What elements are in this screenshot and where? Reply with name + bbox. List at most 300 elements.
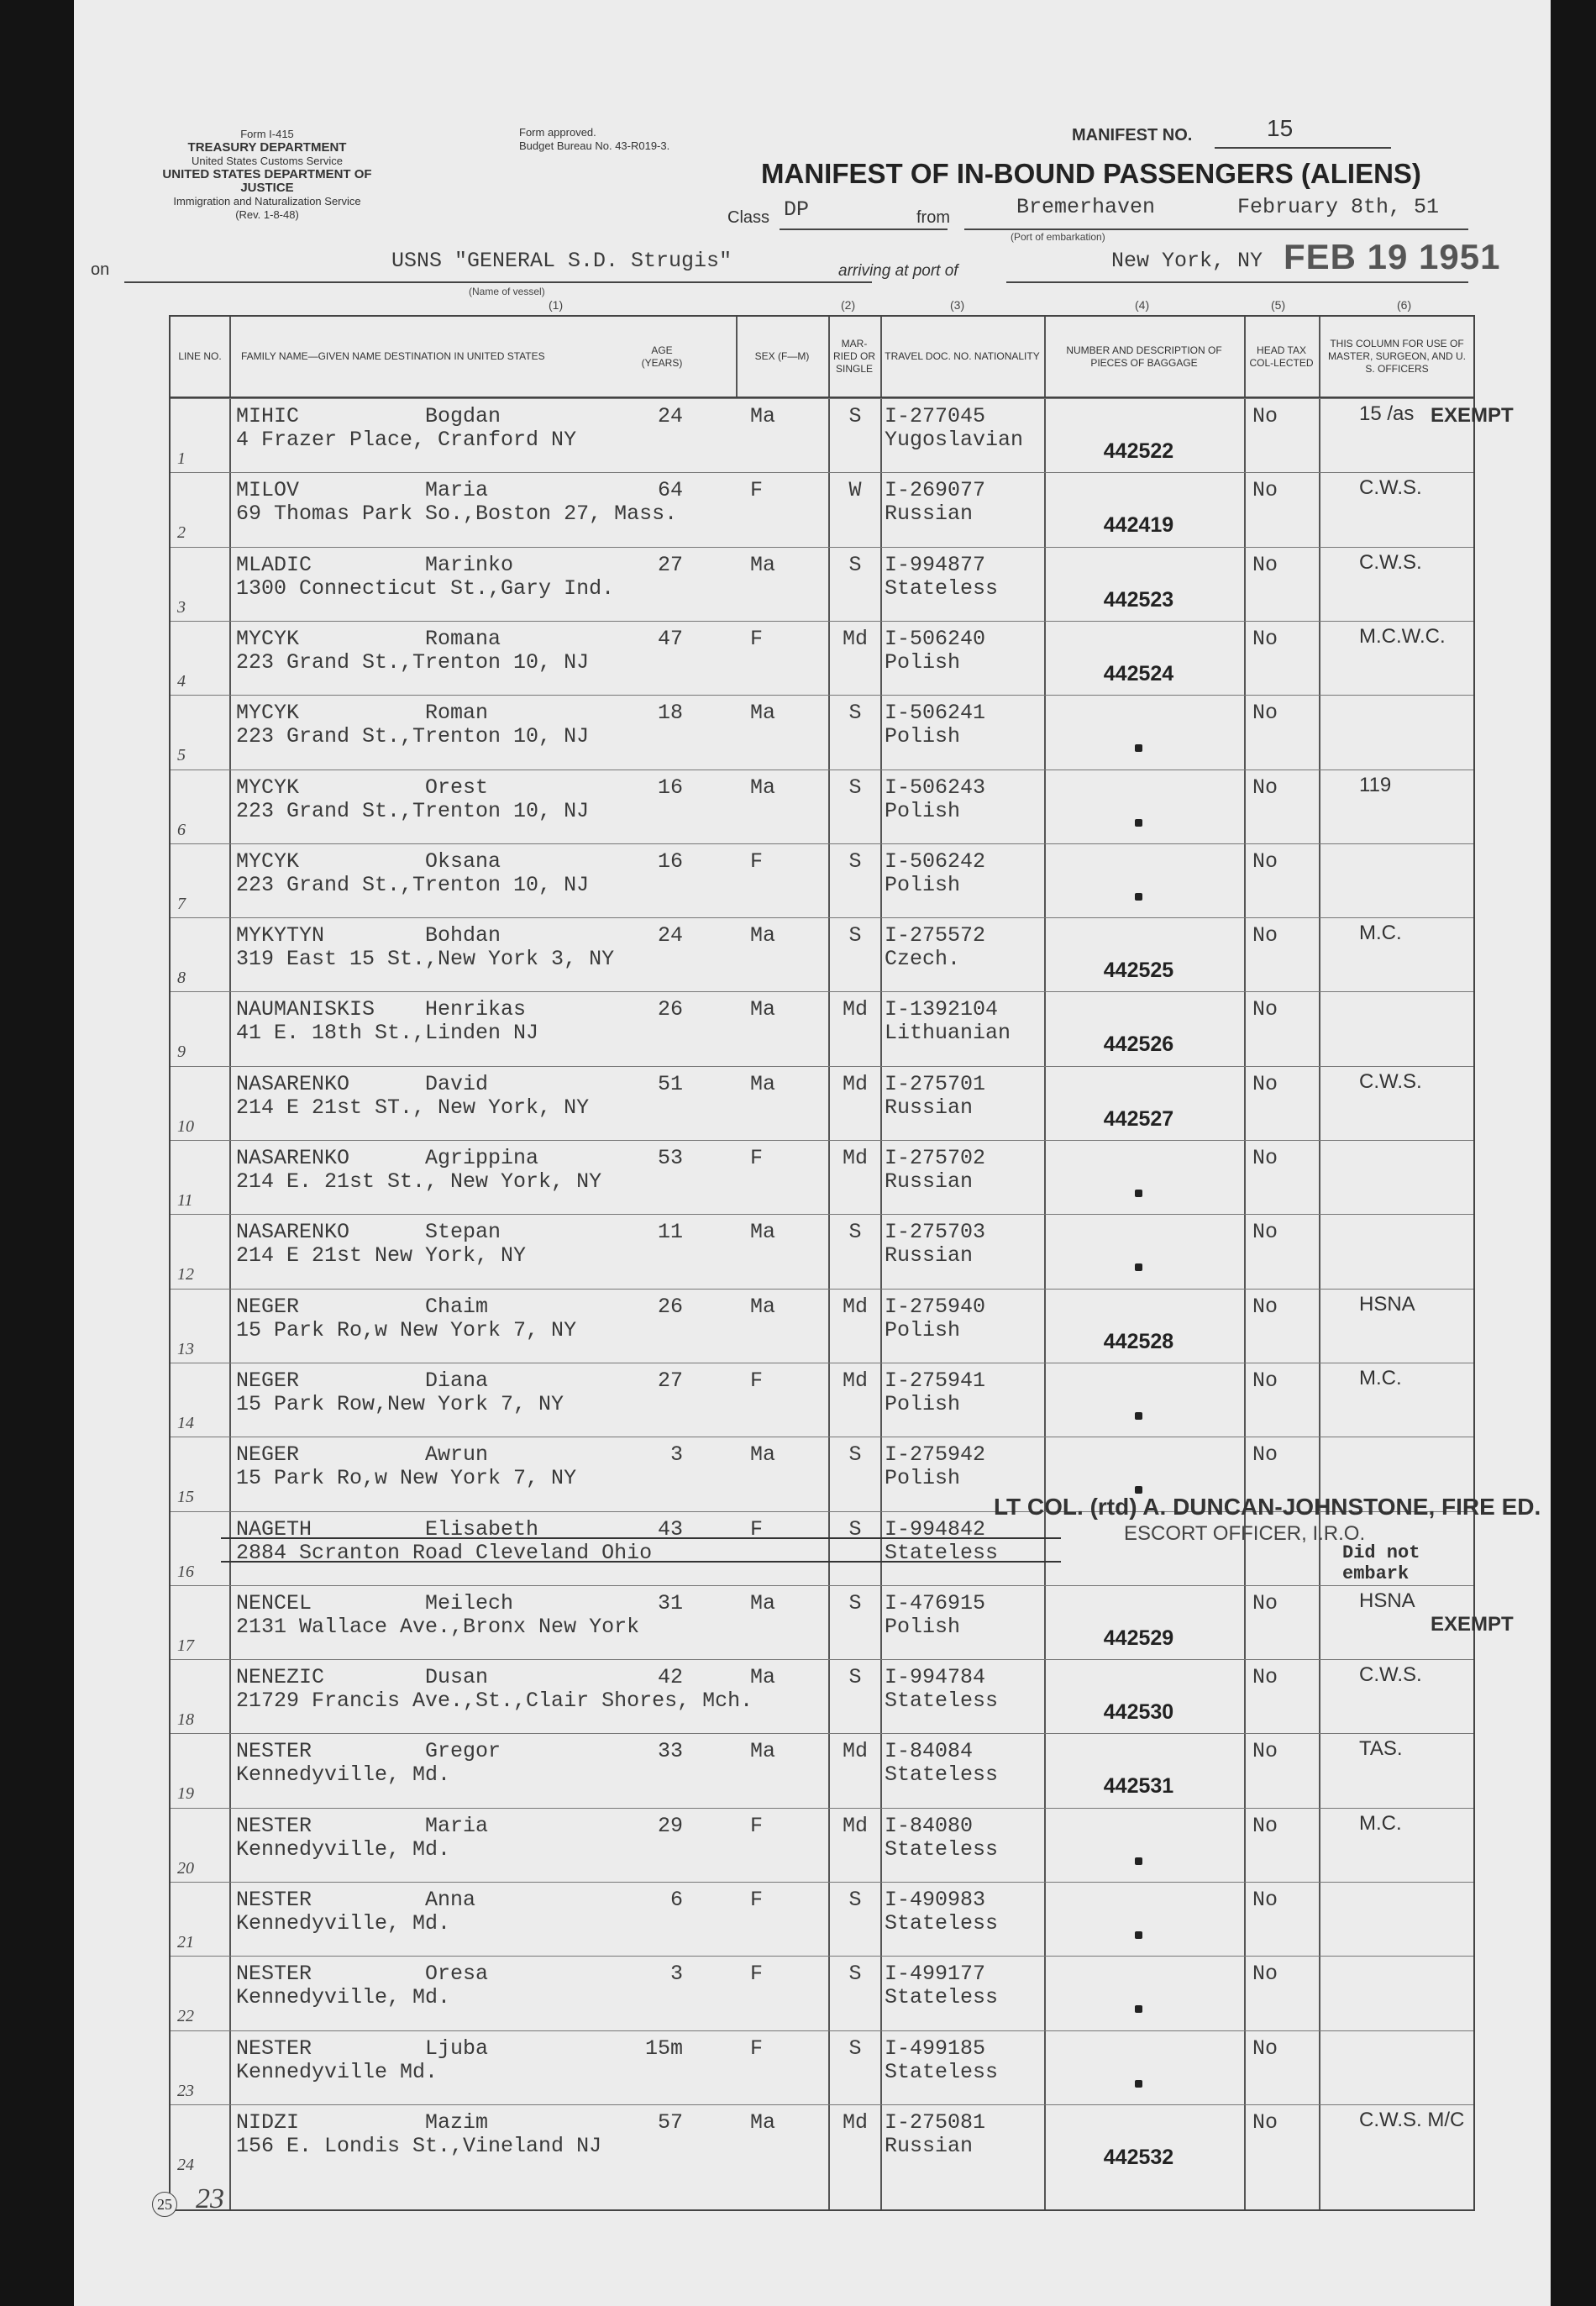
destination: 214 E 21st New York, NY xyxy=(236,1243,527,1269)
travel-doc-number: I-994784 xyxy=(885,1665,986,1690)
head-tax-collected: No xyxy=(1252,1368,1278,1393)
table-row xyxy=(171,472,1473,547)
head-tax-collected: No xyxy=(1252,1962,1278,1987)
sex-value: Ma xyxy=(750,404,776,428)
given-name: Gregor xyxy=(425,1739,501,1764)
sex-value: Ma xyxy=(750,1294,776,1319)
from-value: Bremerhaven xyxy=(1016,195,1156,219)
sex-value: F xyxy=(750,478,764,503)
officer-remark: M.C. xyxy=(1359,922,1402,945)
marital-status: S xyxy=(848,1442,862,1468)
marital-status: S xyxy=(848,2035,862,2061)
line-number: 10 xyxy=(177,1116,194,1136)
sex-value: F xyxy=(750,1888,764,1912)
given-name: Anna xyxy=(425,1888,476,1912)
sex-value: F xyxy=(750,848,764,874)
given-name: Oresa xyxy=(425,1962,489,1987)
destination: 21729 Francis Ave.,St.,Clair Shores, Mch. xyxy=(236,1689,753,1714)
destination: 156 E. Londis St.,Vineland NJ xyxy=(236,2133,602,2158)
class-underline xyxy=(780,228,948,230)
col-header-officers: THIS COLUMN FOR USE OF MASTER, SURGEON, AND U. S. OFFICERS xyxy=(1327,338,1467,375)
sex-value: Ma xyxy=(750,1442,776,1468)
manifest-no-label: MANIFEST NO. xyxy=(1072,126,1193,144)
sex-value: Ma xyxy=(750,997,776,1022)
destination: 223 Grand St.,Trenton 10, NJ xyxy=(236,872,590,897)
exempt-stamp: EXEMPT xyxy=(1431,1612,1514,1636)
sex-value: F xyxy=(750,1962,764,1987)
nationality: Polish xyxy=(885,649,961,675)
table-row xyxy=(171,1214,1473,1289)
family-name: NENCEL xyxy=(236,1590,312,1615)
sex-value: F xyxy=(750,2035,764,2061)
officer-remark: M.C.W.C. xyxy=(1359,624,1446,648)
exempt-stamp: EXEMPT xyxy=(1431,404,1514,427)
family-name: NASARENKO xyxy=(236,1071,350,1096)
marital-status: S xyxy=(848,1888,862,1912)
travel-doc-number: I-277045 xyxy=(885,404,986,428)
nationality: Russian xyxy=(885,502,974,527)
table-row xyxy=(171,917,1473,992)
table-row xyxy=(171,1289,1473,1363)
table-row xyxy=(171,843,1473,918)
baggage-number: 442526 xyxy=(1103,1032,1174,1057)
travel-doc-number: I-269077 xyxy=(885,478,986,503)
officer-remark: 15 /as xyxy=(1359,402,1415,425)
travel-doc-number: I-506240 xyxy=(885,626,986,651)
sex-value: Ma xyxy=(750,923,776,948)
table-row xyxy=(171,1882,1473,1957)
class-value: DP xyxy=(784,197,810,222)
table-row xyxy=(171,991,1473,1066)
nationality: Polish xyxy=(885,1317,961,1342)
sex-value: Ma xyxy=(750,1071,776,1096)
family-name: NESTER xyxy=(236,2035,312,2061)
nationality: Czech. xyxy=(885,947,961,972)
baggage-dot-mark xyxy=(1135,893,1142,901)
destination: 15 Park Ro,w New York 7, NY xyxy=(236,1317,577,1342)
destination: 214 E 21st ST., New York, NY xyxy=(236,1095,590,1120)
nationality: Stateless xyxy=(885,1762,999,1788)
head-tax-collected: No xyxy=(1252,404,1278,428)
line-number: 12 xyxy=(177,1265,194,1284)
col-number-2: (2) xyxy=(841,298,856,312)
baggage-number: 442419 xyxy=(1103,513,1174,538)
sex-value: F xyxy=(750,1813,764,1838)
age-value: 57 xyxy=(657,2109,683,2135)
nationality: Russian xyxy=(885,1169,974,1194)
travel-doc-number: I-275572 xyxy=(885,923,986,948)
officer-remark: C.W.S. xyxy=(1359,1069,1422,1093)
table-row xyxy=(171,1363,1473,1437)
marital-status: S xyxy=(848,775,862,800)
head-tax-collected: No xyxy=(1252,1071,1278,1096)
officer-remark: 119 xyxy=(1359,773,1392,796)
head-tax-collected: No xyxy=(1252,1888,1278,1912)
line-number: 3 xyxy=(177,597,186,617)
vessel-underline xyxy=(124,281,872,283)
given-name: Diana xyxy=(425,1368,489,1393)
marital-status: S xyxy=(848,923,862,948)
sex-value: F xyxy=(750,1516,764,1542)
head-tax-collected: No xyxy=(1252,552,1278,577)
passenger-table xyxy=(157,298,1514,2214)
age-value: 26 xyxy=(657,997,683,1022)
travel-doc-number: I-506241 xyxy=(885,701,986,726)
given-name: Dusan xyxy=(425,1665,489,1690)
given-name: Bogdan xyxy=(425,404,501,428)
table-row xyxy=(171,1808,1473,1883)
family-name: MLADIC xyxy=(236,552,312,577)
officer-remark: M.C. xyxy=(1359,1366,1402,1389)
officer-remark: HSNA xyxy=(1359,1292,1415,1316)
family-name: MYKYTYN xyxy=(236,923,325,948)
marital-status: Md xyxy=(842,1071,868,1096)
family-name: MIHIC xyxy=(236,404,300,428)
nationality: Stateless xyxy=(885,2059,999,2084)
destination: 2131 Wallace Ave.,Bronx New York xyxy=(236,1614,640,1639)
destination: Kennedyville, Md. xyxy=(236,1836,451,1862)
marital-status: Md xyxy=(842,1813,868,1838)
family-name: NESTER xyxy=(236,1962,312,1987)
sex-value: Ma xyxy=(750,701,776,726)
nationality: Polish xyxy=(885,1391,961,1416)
line-25-number: 25 xyxy=(152,2192,177,2217)
manifest-sheet xyxy=(74,0,1551,2306)
destination: 41 E. 18th St.,Linden NJ xyxy=(236,1021,539,1046)
family-name: NIDZI xyxy=(236,2109,300,2135)
age-value: 24 xyxy=(657,923,683,948)
age-value: 29 xyxy=(657,1813,683,1838)
marital-status: Md xyxy=(842,1294,868,1319)
family-name: MYCYK xyxy=(236,848,300,874)
col-number-6: (6) xyxy=(1397,298,1412,312)
destination: 223 Grand St.,Trenton 10, NJ xyxy=(236,724,590,749)
nationality: Russian xyxy=(885,1095,974,1120)
marital-status: S xyxy=(848,1516,862,1542)
table-row xyxy=(171,770,1473,844)
baggage-dot-mark xyxy=(1135,1486,1142,1494)
nationality: Russian xyxy=(885,2133,974,2158)
travel-doc-number: I-84080 xyxy=(885,1813,974,1838)
given-name: Mazim xyxy=(425,2109,489,2135)
destination: 15 Park Ro,w New York 7, NY xyxy=(236,1466,577,1491)
date-value: February 8th, 51 xyxy=(1237,195,1440,219)
line-number: 14 xyxy=(177,1413,194,1432)
travel-doc-number: I-275702 xyxy=(885,1146,986,1170)
marital-status: Md xyxy=(842,1146,868,1170)
head-tax-collected: No xyxy=(1252,1294,1278,1319)
arriving-label: arriving at port of xyxy=(838,262,958,280)
manifest-title: MANIFEST OF IN-BOUND PASSENGERS (ALIENS) xyxy=(761,158,1421,189)
given-name: Meilech xyxy=(425,1590,514,1615)
line-number: 5 xyxy=(177,746,186,765)
family-name: NESTER xyxy=(236,1888,312,1912)
head-tax-collected: No xyxy=(1252,848,1278,874)
col-number-1: (1) xyxy=(549,298,564,312)
head-tax-collected: No xyxy=(1252,1220,1278,1245)
travel-doc-number: I-275941 xyxy=(885,1368,986,1393)
age-value: 15m xyxy=(644,2035,683,2061)
travel-doc-number: I-84084 xyxy=(885,1739,974,1764)
marital-status: S xyxy=(848,1220,862,1245)
officer-remark: HSNA xyxy=(1359,1589,1415,1612)
family-name: NASARENKO xyxy=(236,1220,350,1245)
from-underline xyxy=(964,228,1468,230)
table-row xyxy=(171,621,1473,696)
head-tax-collected: No xyxy=(1252,1442,1278,1468)
nationality: Stateless xyxy=(885,1911,999,1936)
baggage-dot-mark xyxy=(1135,2005,1142,2013)
table-row xyxy=(171,1585,1514,1660)
destination: 319 East 15 St.,New York 3, NY xyxy=(236,947,615,972)
manifest-no-value: 15 xyxy=(1267,115,1294,141)
travel-doc-number: I-275940 xyxy=(885,1294,986,1319)
nationality: Lithuanian xyxy=(885,1021,1011,1046)
head-tax-collected: No xyxy=(1252,1813,1278,1838)
escort-stamp-line2: ESCORT OFFICER, I.R.O. xyxy=(1124,1522,1366,1545)
head-tax-collected: No xyxy=(1252,1146,1278,1170)
family-name: NEGER xyxy=(236,1294,300,1319)
given-name: David xyxy=(425,1071,489,1096)
age-value: 42 xyxy=(657,1665,683,1690)
line-number: 16 xyxy=(177,1562,194,1581)
travel-doc-number: I-499185 xyxy=(885,2035,986,2061)
given-name: Romana xyxy=(425,626,501,651)
given-name: Elisabeth xyxy=(425,1516,539,1542)
given-name: Henrikas xyxy=(425,997,527,1022)
baggage-dot-mark xyxy=(1135,1263,1142,1271)
head-tax-collected: No xyxy=(1252,1739,1278,1764)
nationality: Stateless xyxy=(885,1985,999,2010)
from-label: from xyxy=(916,208,950,227)
line-number: 21 xyxy=(177,1933,194,1951)
family-name: NAGETH xyxy=(236,1516,312,1542)
sex-value: Ma xyxy=(750,2109,776,2135)
baggage-number: 442524 xyxy=(1103,661,1174,685)
baggage-dot-mark xyxy=(1135,744,1142,752)
age-value: 16 xyxy=(657,848,683,874)
baggage-number: 442522 xyxy=(1103,439,1174,463)
nationality: Russian xyxy=(885,1243,974,1269)
baggage-number: 442532 xyxy=(1103,2145,1174,2169)
given-name: Orest xyxy=(425,775,489,800)
line-number: 6 xyxy=(177,820,186,839)
manifest-no-underline xyxy=(1215,147,1391,149)
line-number: 9 xyxy=(177,1043,186,1062)
col-number-5: (5) xyxy=(1271,298,1286,312)
family-name: NEGER xyxy=(236,1442,300,1468)
line-number: 1 xyxy=(177,449,186,468)
sex-value: F xyxy=(750,1146,764,1170)
given-name: Maria xyxy=(425,1813,489,1838)
head-tax-collected: No xyxy=(1252,1665,1278,1690)
nationality: Polish xyxy=(885,1466,961,1491)
col-header-sex: SEX (F—M) xyxy=(754,350,810,362)
nationality: Polish xyxy=(885,798,961,823)
line-number: 23 xyxy=(177,2081,194,2100)
marital-status: S xyxy=(848,1590,862,1615)
nationality: Polish xyxy=(885,1614,961,1639)
table-row xyxy=(171,2030,1473,2105)
line-number: 4 xyxy=(177,671,186,691)
officer-remark: M.C. xyxy=(1359,1811,1402,1835)
age-value: 53 xyxy=(657,1146,683,1170)
col-header-married: MAR-RIED OR SINGLE xyxy=(832,338,875,375)
baggage-dot-mark xyxy=(1135,1190,1142,1197)
family-name: NAUMANISKIS xyxy=(236,997,375,1022)
line-number: 11 xyxy=(177,1191,193,1210)
marital-status: Md xyxy=(842,997,868,1022)
family-name: MILOV xyxy=(236,478,300,503)
destination: 223 Grand St.,Trenton 10, NJ xyxy=(236,798,590,823)
destination: 69 Thomas Park So.,Boston 27, Mass. xyxy=(236,502,678,527)
col-header-name: FAMILY NAME—GIVEN NAME DESTINATION IN UNITED STATES xyxy=(241,350,545,362)
travel-doc-number: I-275701 xyxy=(885,1071,986,1096)
age-value: 3 xyxy=(669,1962,683,1987)
baggage-dot-mark xyxy=(1135,1931,1142,1939)
col-number-4: (4) xyxy=(1135,298,1150,312)
family-name: NESTER xyxy=(236,1813,312,1838)
head-tax-collected: No xyxy=(1252,775,1278,800)
officer-remark: C.W.S. xyxy=(1359,550,1422,574)
line-number: 8 xyxy=(177,969,186,988)
nationality: Stateless xyxy=(885,1540,999,1565)
given-name: Agrippina xyxy=(425,1146,539,1170)
travel-doc-number: I-490983 xyxy=(885,1888,986,1912)
marital-status: S xyxy=(848,848,862,874)
given-name: Bohdan xyxy=(425,923,501,948)
strike-through-line xyxy=(221,1561,1061,1563)
given-name: Awrun xyxy=(425,1442,489,1468)
marital-status: S xyxy=(848,1665,862,1690)
treasury-department: TREASURY DEPARTMENT xyxy=(187,140,347,155)
line-number: 20 xyxy=(177,1858,194,1878)
form-agency-block xyxy=(158,128,376,222)
marital-status: Md xyxy=(842,1739,868,1764)
given-name: Chaim xyxy=(425,1294,489,1319)
age-value: 43 xyxy=(657,1516,683,1542)
revision: (Rev. 1-8-48) xyxy=(235,208,299,221)
travel-doc-number: I-275081 xyxy=(885,2109,986,2135)
destination: Kennedyville Md. xyxy=(236,2059,438,2084)
travel-doc-number: I-275942 xyxy=(885,1442,986,1468)
table-row xyxy=(171,1140,1473,1215)
baggage-dot-mark xyxy=(1135,819,1142,827)
sex-value: Ma xyxy=(750,552,776,577)
embarkation-caption: (Port of embarkation) xyxy=(1011,231,1105,243)
approval-block xyxy=(519,126,763,153)
table-row xyxy=(171,1733,1473,1808)
on-label: on xyxy=(91,260,110,279)
col-header-age: AGE (YEARS) xyxy=(641,344,683,369)
line-number: 24 xyxy=(177,2155,194,2174)
escort-stamp-line1: LT COL. (rtd) A. DUNCAN-JOHNSTONE, FIRE ED. xyxy=(994,1494,1541,1520)
table-row xyxy=(171,1659,1473,1734)
nationality: Polish xyxy=(885,724,961,749)
family-name: NESTER xyxy=(236,1739,312,1764)
marital-status: S xyxy=(848,1962,862,1987)
class-label: Class xyxy=(727,208,770,227)
baggage-number: 442528 xyxy=(1103,1329,1174,1353)
travel-doc-number: I-994842 xyxy=(885,1516,986,1542)
col-header-travel-doc: TRAVEL DOC. NO. NATIONALITY xyxy=(885,350,1040,362)
sex-value: Ma xyxy=(750,775,776,800)
sex-value: Ma xyxy=(750,1739,776,1764)
age-value: 26 xyxy=(657,1294,683,1319)
strike-through-line xyxy=(221,1537,1061,1539)
head-tax-collected: No xyxy=(1252,2109,1278,2135)
age-value: 64 xyxy=(657,478,683,503)
baggage-number: 442530 xyxy=(1103,1700,1174,1725)
officer-remark: C.W.S. xyxy=(1359,1663,1422,1687)
destination: Kennedyville, Md. xyxy=(236,1985,451,2010)
marital-status: Md xyxy=(842,2109,868,2135)
head-tax-collected: No xyxy=(1252,2035,1278,2061)
sex-value: Ma xyxy=(750,1220,776,1245)
nationality: Stateless xyxy=(885,1689,999,1714)
family-name: NENEZIC xyxy=(236,1665,325,1690)
destination: 1300 Connecticut St.,Gary Ind. xyxy=(236,575,615,601)
head-tax-collected: No xyxy=(1252,478,1278,503)
given-name: Roman xyxy=(425,701,489,726)
form-number: Form I-415 xyxy=(240,128,294,140)
table-row xyxy=(171,547,1473,622)
col-header-head-tax: HEAD TAX COL-LECTED xyxy=(1249,344,1314,369)
line-number: 15 xyxy=(177,1488,194,1507)
age-value: 24 xyxy=(657,404,683,428)
travel-doc-number: I-476915 xyxy=(885,1590,986,1615)
destination: 4 Frazer Place, Cranford NY xyxy=(236,428,577,452)
line-number: 2 xyxy=(177,523,186,543)
budget-bureau: Budget Bureau No. 43-R019-3. xyxy=(519,139,670,152)
customs-service: United States Customs Service xyxy=(192,155,343,167)
baggage-number: 442523 xyxy=(1103,587,1174,612)
head-tax-collected: No xyxy=(1252,1590,1278,1615)
head-tax-collected: No xyxy=(1252,997,1278,1022)
age-value: 16 xyxy=(657,775,683,800)
sex-value: F xyxy=(750,626,764,651)
destination: Kennedyville, Md. xyxy=(236,1762,451,1788)
nationality: Stateless xyxy=(885,575,999,601)
head-tax-collected: No xyxy=(1252,626,1278,651)
destination: 2884 Scranton Road Cleveland Ohio xyxy=(236,1540,653,1565)
age-value: 18 xyxy=(657,701,683,726)
sex-value: F xyxy=(750,1368,764,1393)
baggage-number: 442531 xyxy=(1103,1774,1174,1799)
baggage-dot-mark xyxy=(1135,1857,1142,1865)
table-row xyxy=(171,2104,1473,2179)
form-approved: Form approved. xyxy=(519,126,596,139)
marital-status: S xyxy=(848,701,862,726)
given-name: Maria xyxy=(425,478,489,503)
baggage-number: 442529 xyxy=(1103,1626,1174,1650)
travel-doc-number: I-506242 xyxy=(885,848,986,874)
given-name: Marinko xyxy=(425,552,514,577)
line-number: 19 xyxy=(177,1784,194,1804)
line-number: 18 xyxy=(177,1710,194,1730)
line-number: 13 xyxy=(177,1339,194,1358)
officer-remark: C.W.S. xyxy=(1359,476,1422,500)
port-value: New York, NY xyxy=(1111,249,1263,273)
travel-doc-number: I-275703 xyxy=(885,1220,986,1245)
family-name: MYCYK xyxy=(236,775,300,800)
age-value: 51 xyxy=(657,1071,683,1096)
age-value: 6 xyxy=(669,1888,683,1912)
marital-status: Md xyxy=(842,626,868,651)
table-row xyxy=(171,695,1473,770)
age-value: 3 xyxy=(669,1442,683,1468)
marital-status: S xyxy=(848,404,862,428)
